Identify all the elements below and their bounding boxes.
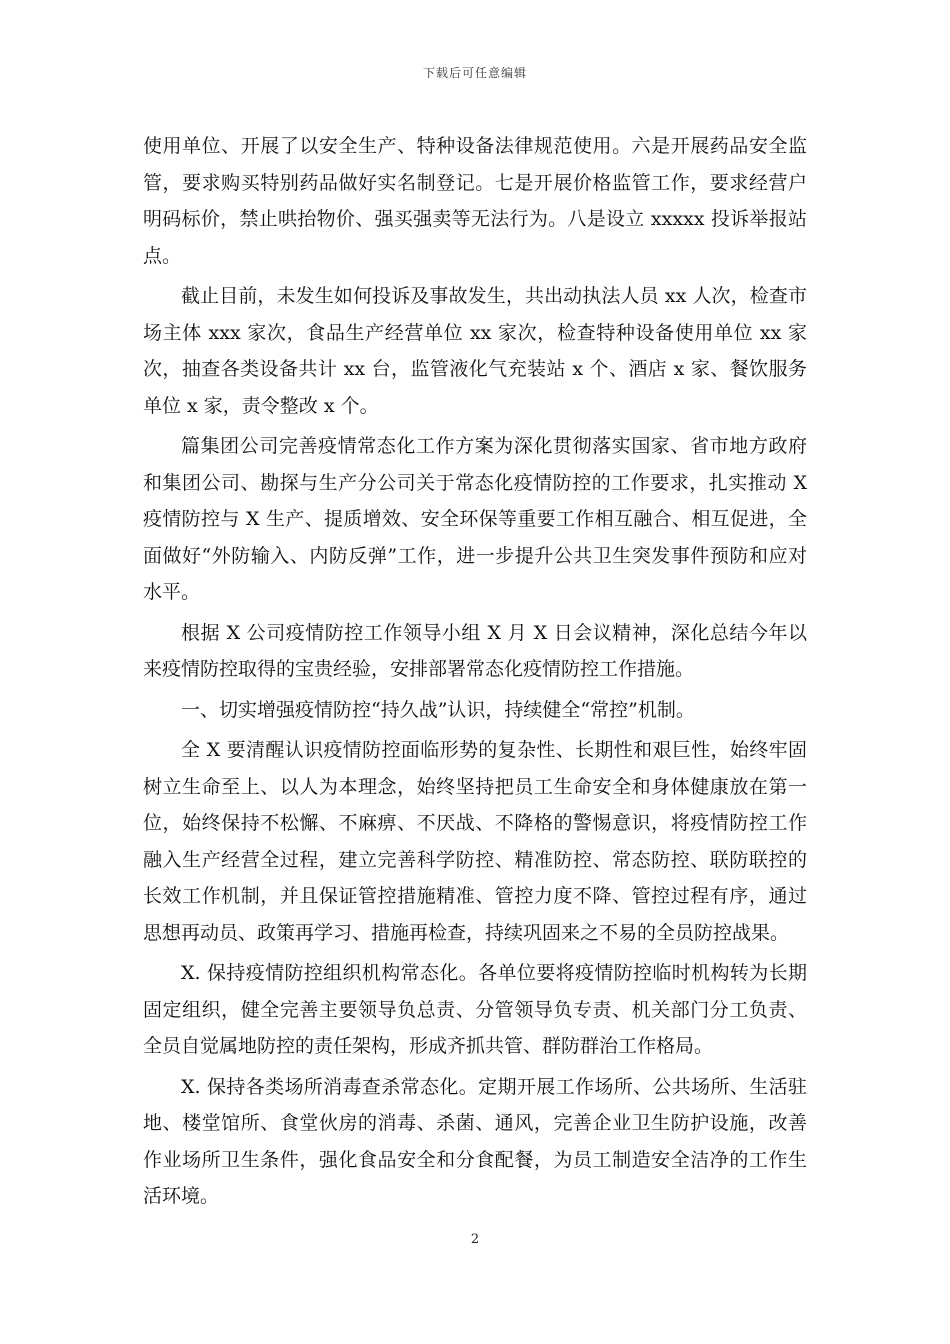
- paragraph-organization: X. 保持疫情防控组织机构常态化。各单位要将疫情防控临时机构转为长期固定组织，健全完善主要领导负总责、分管领导负专责、机关部门分工负责、全员自觉属地防控的责任架构，形成齐抓共管、群防群治工作格局。: [143, 962, 807, 1057]
- paragraph-plan-intro: 篇集团公司完善疫情常态化工作方案为深化贯彻落实国家、省市地方政府和集团公司、勘探与生产分公司关于常态化疫情防控的工作要求，扎实推动 X 疫情防控与 X 生产、提质增效、安全环保等重要工作相互融合、相互促进，全面做好“外防输入、内防反弹”工作，进一步提升公共卫生突发事件预防和应对水平。: [143, 435, 807, 603]
- paragraph-inspection-summary: 截止目前，未发生如何投诉及事故发生，共出动执法人员 xx 人次，检查市场主体 xxx 家次，食品生产经营单位 xx 家次，检查特种设备使用单位 xx 家次，抽查各类设备共计 xx 台，监管液化气充装站 x 个、酒店 x 家、餐饮服务单位 x 家，责令整改 x 个。: [143, 285, 807, 417]
- document-body: [143, 128, 807, 1219]
- paragraph-meeting-spirit: 根据 X 公司疫情防控工作领导小组 X 月 X 日会议精神，深化总结今年以来疫情防控取得的宝贵经验，安排部署常态化疫情防控工作措施。: [143, 621, 807, 680]
- section-heading-1: 一、切实增强疫情防控“持久战”认识，持续健全“常控”机制。: [181, 698, 695, 721]
- page-number: 2: [470, 1232, 480, 1247]
- paragraph-disinfection: X. 保持各类场所消毒查杀常态化。定期开展工作场所、公共场所、生活驻地、楼堂馆所、食堂伙房的消毒、杀菌、通风，完善企业卫生防护设施，改善作业场所卫生条件，强化食品安全和分食配餐，为员工制造安全洁净的工作生活环境。: [143, 1075, 807, 1207]
- paragraph-awareness: 全 X 要清醒认识疫情防控面临形势的复杂性、长期性和艰巨性，始终牢固树立生命至上、以人为本理念，始终坚持把员工生命安全和身体健康放在第一位，始终保持不松懈、不麻痹、不厌战、不降格的警惕意识，将疫情防控工作融入生产经营全过程，建立完善科学防控、精准防控、常态防控、联防联控的长效工作机制，并且保证管控措施精准、管控力度不降、管控过程有序，通过思想再动员、政策再学习、措施再检查，持续巩固来之不易的全员防控战果。: [143, 739, 807, 944]
- paragraph-continued: 使用单位、开展了以安全生产、特种设备法律规范使用。六是开展药品安全监管，要求购买特别药品做好实名制登记。七是开展价格监管工作，要求经营户明码标价，禁止哄抬物价、强买强卖等无法行为。八是设立 xxxxx 投诉举报站点。: [143, 135, 807, 267]
- page-header-note: 下载后可任意编辑: [422, 66, 527, 80]
